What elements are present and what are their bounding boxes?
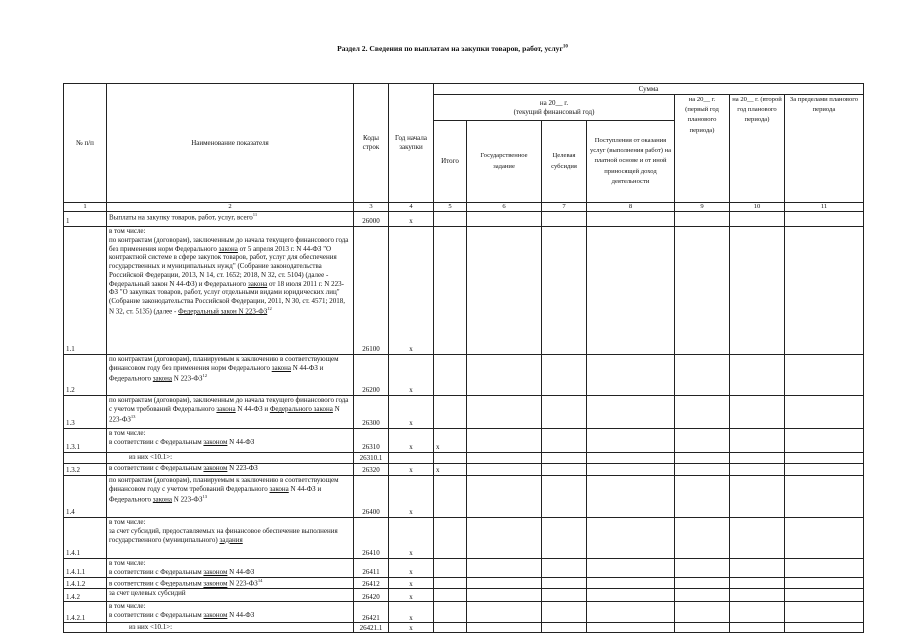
cell — [587, 453, 675, 464]
row-name-text: N 223-ФЗ — [172, 374, 203, 383]
col-number: 2 — [107, 203, 354, 212]
col-number: 1 — [64, 203, 107, 212]
col-number: 4 — [389, 203, 434, 212]
row-code: 26421.1 — [354, 623, 389, 633]
row-total — [434, 578, 467, 589]
table-row — [64, 453, 864, 464]
cell — [587, 355, 675, 396]
cell — [542, 212, 587, 227]
row-code: 26412 — [354, 578, 389, 589]
column-numbers-row — [64, 203, 864, 212]
row-number: 1.3.2 — [64, 464, 107, 476]
cell — [675, 623, 730, 633]
row-name: из них <10.1>: — [107, 453, 354, 464]
cell — [730, 559, 785, 578]
row-name-text: в соответствии с Федеральным — [109, 579, 204, 588]
footnote-ref: 11 — [252, 212, 258, 218]
row-name — [107, 429, 354, 453]
row-year: x — [389, 602, 434, 623]
row-total — [434, 623, 467, 633]
cell — [730, 589, 785, 602]
row-name — [107, 355, 354, 396]
cell — [587, 212, 675, 227]
row-number: 1.4.1.1 — [64, 559, 107, 578]
cell — [785, 476, 864, 518]
law-link[interactable]: закона — [152, 374, 173, 383]
row-number: 1.3 — [64, 396, 107, 429]
cell — [730, 623, 785, 633]
row-code: 26200 — [354, 355, 389, 396]
table-row — [64, 227, 864, 355]
row-name-text: N 44-ФЗ — [227, 611, 255, 620]
cell — [675, 476, 730, 518]
cell — [542, 518, 587, 559]
footnote-ref: 13 — [202, 493, 208, 499]
row-name-text: за счет субсидий, предоставляемых на финансовое обеспечение выполнения государственного (муниципального) — [109, 526, 338, 544]
cell — [542, 602, 587, 623]
row-name-text: по контрактам (договорам), планируемым к заключению в соответствующем финансовом году без применения норм Федерального — [109, 355, 339, 372]
cell — [542, 559, 587, 578]
cell — [785, 559, 864, 578]
row-total — [434, 476, 467, 518]
footnote-ref: 14 — [257, 578, 263, 584]
row-name — [107, 578, 354, 589]
cell — [467, 602, 542, 623]
row-year: x — [389, 476, 434, 518]
cell — [587, 396, 675, 429]
row-name-text: N 223-ФЗ — [172, 495, 203, 504]
cell — [542, 429, 587, 453]
row-year: x — [389, 429, 434, 453]
header-income: Поступления от оказания услуг (выполнения работ) на платной основе и от иной приносящей доход деятельности — [587, 121, 675, 203]
table-row — [64, 589, 864, 602]
cell — [587, 476, 675, 518]
row-name-text: N 44-ФЗ и Федерального — [109, 484, 322, 504]
cell — [467, 212, 542, 227]
cell — [542, 476, 587, 518]
row-total: x — [434, 464, 467, 476]
cell — [587, 589, 675, 602]
row-year: x — [389, 396, 434, 429]
row-number — [64, 453, 107, 464]
row-name-text: N 223-ФЗ — [109, 404, 340, 424]
row-name — [107, 212, 354, 227]
cell — [542, 578, 587, 589]
cell — [542, 227, 587, 355]
cell — [730, 227, 785, 355]
cell — [467, 589, 542, 602]
cell — [785, 355, 864, 396]
law-link[interactable]: закона — [271, 363, 291, 372]
cell — [587, 518, 675, 559]
row-code: 26000 — [354, 212, 389, 227]
row-total — [434, 559, 467, 578]
col-number: 10 — [730, 203, 785, 212]
header-total: Итого — [434, 121, 467, 203]
row-number: 1.4 — [64, 476, 107, 518]
cell — [730, 212, 785, 227]
law-link[interactable]: закона — [152, 495, 173, 504]
row-name — [107, 476, 354, 518]
cell — [785, 396, 864, 429]
cell — [467, 476, 542, 518]
row-name — [107, 518, 354, 559]
row-name-text: Выплаты на закупку товаров, работ, услуг, всего — [109, 213, 253, 222]
col-number: 5 — [434, 203, 467, 212]
footnote-ref: 12 — [267, 305, 272, 311]
row-name-text: по контрактам (договорам), заключенным до начала текущего финансового года с учетом требований Федерального — [109, 396, 349, 413]
cell — [730, 602, 785, 623]
row-name-text: в соответствии с Федеральным — [109, 611, 204, 620]
row-number — [64, 623, 107, 633]
cell — [730, 453, 785, 464]
row-year: x — [389, 518, 434, 559]
header-current-year-line2: (текущий финансовый год) — [513, 107, 595, 116]
cell — [675, 212, 730, 227]
law-link[interactable]: Федеральный закон N 223-ФЗ — [178, 307, 268, 316]
cell — [587, 578, 675, 589]
row-year: x — [389, 227, 434, 355]
header-name: Наименование показателя — [107, 84, 354, 203]
cell — [730, 476, 785, 518]
cell — [785, 578, 864, 589]
footnote-ref: 13 — [130, 413, 136, 419]
cell — [730, 396, 785, 429]
table-row — [64, 355, 864, 396]
row-name-text: по контрактам (договорам), заключенным до начала текущего финансового года без применения норм Федерального — [109, 235, 349, 253]
row-number: 1.3.1 — [64, 429, 107, 453]
row-total — [434, 212, 467, 227]
row-year: x — [389, 212, 434, 227]
cell — [467, 623, 542, 633]
row-name-text: в соответствии с Федеральным — [109, 464, 204, 473]
row-code: 26300 — [354, 396, 389, 429]
cell — [542, 355, 587, 396]
cell — [730, 355, 785, 396]
row-year: x — [389, 589, 434, 602]
row-code: 26310.1 — [354, 453, 389, 464]
cell — [730, 578, 785, 589]
law-link[interactable]: Федерального закона — [269, 404, 333, 413]
cell — [587, 464, 675, 476]
cell — [542, 589, 587, 602]
col-number: 6 — [467, 203, 542, 212]
payments-table — [63, 83, 864, 633]
cell — [542, 453, 587, 464]
row-number: 1.1 — [64, 227, 107, 355]
row-name-text: N 44-ФЗ и — [235, 404, 270, 413]
table-row — [64, 518, 864, 559]
cell — [675, 602, 730, 623]
cell — [675, 578, 730, 589]
cell — [542, 623, 587, 633]
row-year — [389, 453, 434, 464]
cell — [587, 602, 675, 623]
law-link[interactable]: законом — [203, 611, 228, 620]
row-name-intro: в том числе: — [109, 518, 146, 527]
row-name-text: в соответствии с Федеральным — [109, 567, 204, 576]
law-link[interactable]: законом — [203, 464, 228, 473]
row-total — [434, 227, 467, 355]
row-number: 1.4.2.1 — [64, 602, 107, 623]
cell — [467, 559, 542, 578]
header-target-subsidy: Целевая субсидия — [542, 121, 587, 203]
row-name — [107, 464, 354, 476]
row-number: 1.2 — [64, 355, 107, 396]
row-name-text: в соответствии с Федеральным — [109, 437, 204, 446]
section-title-footnote: 10 — [562, 44, 568, 50]
table-row — [64, 429, 864, 453]
cell — [467, 396, 542, 429]
row-year: x — [389, 578, 434, 589]
row-year: x — [389, 623, 434, 633]
cell — [467, 578, 542, 589]
table-row — [64, 578, 864, 589]
header-state-task: Государственное задание — [467, 121, 542, 203]
cell — [785, 429, 864, 453]
cell — [467, 227, 542, 355]
cell — [675, 355, 730, 396]
cell — [785, 212, 864, 227]
row-total: x — [434, 429, 467, 453]
header-current-year-line1: на 20__ г. — [539, 98, 569, 107]
row-year: x — [389, 559, 434, 578]
row-name-intro: в том числе: — [109, 429, 146, 438]
table-row — [64, 464, 864, 476]
cell — [467, 355, 542, 396]
cell — [785, 227, 864, 355]
row-number: 1.4.2 — [64, 589, 107, 602]
row-name: из них <10.1>: — [107, 623, 354, 633]
col-number: 7 — [542, 203, 587, 212]
header-current-year — [434, 95, 675, 121]
cell — [730, 429, 785, 453]
row-name-text: N 44-ФЗ — [227, 437, 255, 446]
row-name-text: N 223-ФЗ — [227, 579, 258, 588]
cell — [467, 429, 542, 453]
cell — [542, 396, 587, 429]
law-link[interactable]: задания — [219, 535, 243, 544]
table-row — [64, 559, 864, 578]
row-code: 26421 — [354, 602, 389, 623]
row-number: 1.4.1 — [64, 518, 107, 559]
header-first-year: на 20__ г. (первый год планового периода) — [675, 95, 730, 203]
row-code: 26410 — [354, 518, 389, 559]
row-total — [434, 453, 467, 464]
section-title — [0, 44, 905, 53]
row-number: 1.4.1.2 — [64, 578, 107, 589]
col-number: 11 — [785, 203, 864, 212]
row-name — [107, 227, 354, 355]
row-name — [107, 559, 354, 578]
row-name — [107, 396, 354, 429]
cell — [587, 559, 675, 578]
header-sum: Сумма — [434, 84, 864, 95]
law-link[interactable]: законом — [203, 567, 228, 576]
cell — [587, 623, 675, 633]
cell — [675, 518, 730, 559]
law-link[interactable]: закона — [216, 404, 236, 413]
cell — [467, 453, 542, 464]
cell — [542, 464, 587, 476]
table-row — [64, 476, 864, 518]
row-name-intro: в том числе: — [109, 227, 146, 236]
table-row — [64, 602, 864, 623]
cell — [730, 464, 785, 476]
row-name-intro: в том числе: — [109, 559, 146, 568]
row-name-text: N 44-ФЗ и Федерального — [109, 363, 324, 383]
cell — [675, 589, 730, 602]
row-year: x — [389, 464, 434, 476]
table-row — [64, 623, 864, 633]
row-code: 26100 — [354, 227, 389, 355]
cell — [730, 518, 785, 559]
row-total — [434, 589, 467, 602]
col-number: 8 — [587, 203, 675, 212]
law-link[interactable]: закона — [218, 244, 238, 253]
cell — [675, 227, 730, 355]
header-beyond: За пределами планового периода — [785, 95, 864, 203]
cell — [785, 602, 864, 623]
row-year: x — [389, 355, 434, 396]
row-name: за счет целевых субсидий — [107, 589, 354, 602]
cell — [675, 464, 730, 476]
cell — [467, 464, 542, 476]
table-row — [64, 396, 864, 429]
row-name-text: N 44-ФЗ — [227, 567, 255, 576]
row-code: 26411 — [354, 559, 389, 578]
row-name-text: по контрактам (договорам), планируемым к заключению в соответствующем финансовом году с учетом требований Федерального — [109, 476, 339, 493]
row-name-text: от 18 июля 2011 г. N 223-ФЗ "О закупках товаров, работ, услуг отдельными видами юридических лиц" (Собрание законодательства Российской Федерации, 2011, N 30, ст. 4571; 2018, N 32, ст. 5135) (далее - — [109, 279, 345, 316]
header-year: Год начала закупки — [389, 84, 434, 203]
row-name-text: N 223-ФЗ — [227, 464, 258, 473]
header-no: № п/п — [64, 84, 107, 203]
row-code: 26320 — [354, 464, 389, 476]
cell — [675, 559, 730, 578]
col-number: 9 — [675, 203, 730, 212]
law-link[interactable]: закона — [269, 484, 289, 493]
row-code: 26310 — [354, 429, 389, 453]
row-total — [434, 355, 467, 396]
law-link[interactable]: законом — [203, 437, 228, 446]
row-number: 1 — [64, 212, 107, 227]
row-name — [107, 602, 354, 623]
cell — [587, 429, 675, 453]
row-name-text: от 5 апреля 2013 г. N 44-ФЗ "О контрактной системе в сфере закупок товаров, работ, услуг для обеспечения государственных и муниципальных нужд" (Собрание законодательства Российской Федерации, 2013, N 14, ст. 1652; 2018, N 32, ст. 5104) (далее - Федеральный закон N 44-ФЗ) и Федерального — [109, 244, 337, 288]
col-number: 3 — [354, 203, 389, 212]
cell — [675, 429, 730, 453]
cell — [587, 227, 675, 355]
row-name-intro: в том числе: — [109, 602, 146, 611]
section-title-text: Раздел 2. Сведения по выплатам на закупки товаров, работ, услуг — [337, 44, 563, 53]
row-total — [434, 518, 467, 559]
row-code: 26420 — [354, 589, 389, 602]
header-second-year: на 20__ г. (второй год планового периода) — [730, 95, 785, 203]
row-total — [434, 602, 467, 623]
header-code: Коды строк — [354, 84, 389, 203]
cell — [785, 518, 864, 559]
cell — [785, 453, 864, 464]
law-link[interactable]: законом — [203, 579, 228, 588]
law-link[interactable]: закона — [247, 279, 268, 288]
cell — [785, 464, 864, 476]
table-row — [64, 212, 864, 227]
footnote-ref: 12 — [202, 372, 208, 378]
cell — [785, 623, 864, 633]
cell — [675, 453, 730, 464]
row-total — [434, 396, 467, 429]
cell — [675, 396, 730, 429]
cell — [467, 518, 542, 559]
row-code: 26400 — [354, 476, 389, 518]
cell — [785, 589, 864, 602]
